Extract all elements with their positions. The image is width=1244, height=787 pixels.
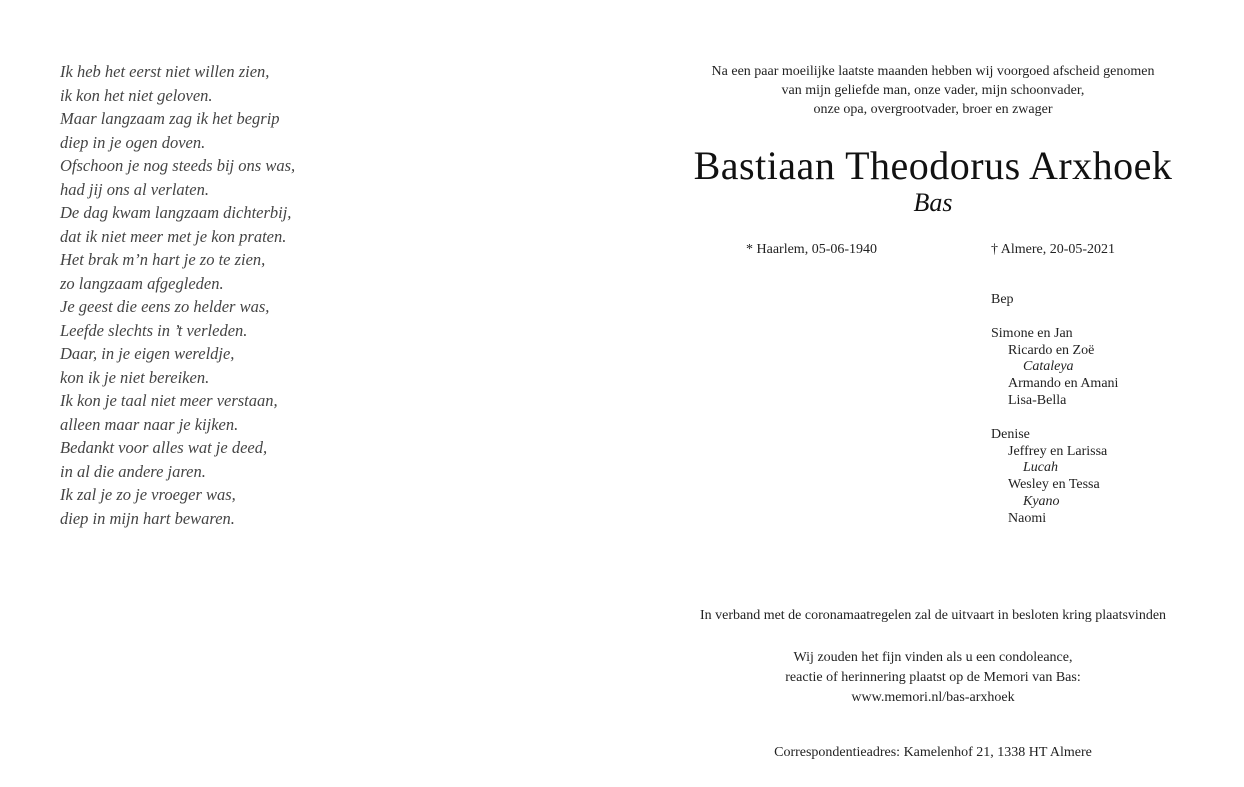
poem-line: in al die andere jaren. (60, 461, 206, 481)
family-list (991, 292, 1118, 528)
corona-notice: In verband met de coronamaatregelen zal de uitvaart in besloten kring plaatsvinden (699, 608, 1167, 623)
family-member: Ricardo en Zoë (1008, 342, 1095, 358)
poem-line: Je geest die eens zo helder was, (60, 297, 270, 316)
poem-line: De dag kwam langzaam dichterbij, (60, 203, 292, 222)
condolence-line: reactie of herinnering plaatst op de Memori van Bas: (785, 670, 1081, 685)
intro-line: Na een paar moeilijke laatste maanden hebben wij voorgoed afscheid genomen (711, 64, 1155, 79)
family-member: Cataleya (1023, 359, 1074, 375)
poem-line: diep in je ogen doven. (60, 132, 206, 152)
family-member: Simone en Jan (991, 325, 1073, 341)
poem-line: Daar, in je eigen wereldje, (60, 344, 235, 363)
poem-line: Het brak m’n hart je zo te zien, (60, 250, 266, 269)
family-member: Denise (991, 426, 1030, 442)
birth-info: * Haarlem, 05-06-1940 (746, 242, 878, 257)
memori-url: www.memori.nl/bas-arxhoek (851, 690, 1015, 705)
family-member: Kyano (1023, 493, 1060, 509)
family-member: Lisa-Bella (1008, 392, 1067, 408)
poem-line: Ik zal je zo je vroeger was, (60, 485, 236, 504)
death-info: † Almere, 20-05-2021 (991, 242, 1116, 257)
condolence-line: Wij zouden het fijn vinden als u een condoleance, (793, 650, 1073, 665)
poem-line: Ik kon je taal niet meer verstaan, (60, 391, 278, 410)
deceased-full-name: Bastiaan Theodorus Arxhoek (693, 143, 1173, 188)
family-member: Naomi (1008, 510, 1047, 526)
poem-line: Ik heb het eerst niet willen zien, (60, 62, 270, 81)
condolence-text (622, 648, 1244, 708)
deceased-nickname: Bas (913, 188, 953, 217)
poem-line: had jij ons al verlaten. (60, 179, 209, 199)
intro-line: van mijn geliefde man, onze vader, mijn schoonvader, (781, 83, 1085, 98)
poem-line: Bedankt voor alles wat je deed, (60, 438, 268, 457)
poem-line: Maar langzaam zag ik het begrip (60, 109, 280, 128)
poem-line: ik kon het niet geloven. (60, 85, 213, 105)
correspondence-address: Correspondentieadres: Kamelenhof 21, 1338 HT Almere (774, 745, 1092, 760)
intro-text (622, 62, 1244, 119)
poem-line: alleen maar naar je kijken. (60, 414, 239, 434)
poem-line: Leefde slechts in ’t verleden. (60, 320, 248, 340)
family-spouse: Bep (991, 292, 1014, 307)
poem-line: Ofschoon je nog steeds bij ons was, (60, 156, 296, 175)
poem-line: dat ik niet meer met je kon praten. (60, 226, 287, 246)
family-spacer (991, 410, 1118, 427)
poem-line: diep in mijn hart bewaren. (60, 508, 235, 528)
announcement-page (622, 0, 1244, 787)
family-member: Wesley en Tessa (1008, 477, 1100, 493)
poem-line: zo langzaam afgegleden. (60, 273, 224, 293)
poem (60, 60, 390, 530)
family-spacer (991, 309, 1118, 326)
family-member: Jeffrey en Larissa (1008, 443, 1108, 459)
family-member: Armando en Amani (1008, 376, 1119, 392)
poem-line: kon ik je niet bereiken. (60, 367, 210, 387)
intro-line: onze opa, overgrootvader, broer en zwager (813, 102, 1053, 117)
family-member: Lucah (1023, 460, 1058, 476)
